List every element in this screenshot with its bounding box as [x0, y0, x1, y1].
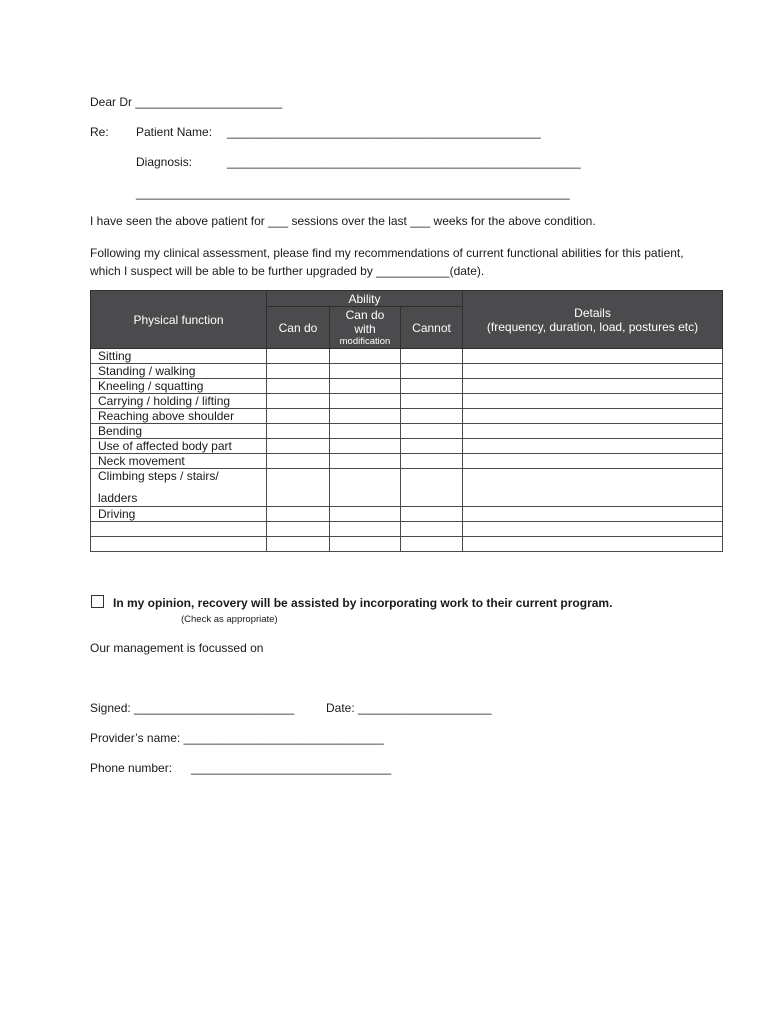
- header-can-do-with: [330, 307, 401, 349]
- cell-can-do-with-modification[interactable]: [330, 507, 401, 522]
- cell-can-do-with-modification[interactable]: [330, 469, 401, 507]
- cell-can-do[interactable]: [267, 469, 330, 507]
- header-ability: Ability: [267, 291, 463, 307]
- cell-details[interactable]: [463, 522, 723, 537]
- row-label-bending: Bending: [91, 424, 267, 439]
- row-label-neck-movement: Neck movement: [91, 454, 267, 469]
- cell-can-do[interactable]: [267, 537, 330, 552]
- functional-abilities-table: [90, 290, 723, 552]
- patient-name-field[interactable]: _______________________________________________: [227, 125, 541, 139]
- table-row: [91, 409, 723, 424]
- header-details-title: Details: [574, 305, 611, 320]
- table-row-empty: [91, 522, 723, 537]
- cell-cannot[interactable]: [401, 469, 463, 507]
- cell-can-do[interactable]: [267, 522, 330, 537]
- cell-cannot[interactable]: [401, 454, 463, 469]
- opinion-checkbox[interactable]: [91, 595, 104, 608]
- cell-can-do[interactable]: [267, 507, 330, 522]
- header-physical-function: Physical function: [91, 291, 267, 349]
- cell-can-do[interactable]: [267, 454, 330, 469]
- cell-details[interactable]: [463, 379, 723, 394]
- cell-can-do-with-modification[interactable]: [330, 439, 401, 454]
- row-label-standing-walking: Standing / walking: [91, 364, 267, 379]
- cell-details[interactable]: [463, 454, 723, 469]
- diagnosis-field[interactable]: _____________________________________________________: [227, 155, 581, 169]
- table-row: [91, 439, 723, 454]
- cell-can-do[interactable]: [267, 364, 330, 379]
- cell-details[interactable]: [463, 394, 723, 409]
- row-label-sitting: Sitting: [91, 349, 267, 364]
- assessment-paragraph: Following my clinical assessment, please find my recommendations of current functional abilities for this patient, which I suspect will be able to be further upgraded by ___________(date).: [90, 246, 684, 278]
- header-can-do: Can do: [267, 307, 330, 349]
- signed-field[interactable]: Signed: ________________________: [90, 701, 295, 715]
- table-row: [91, 379, 723, 394]
- cell-cannot[interactable]: [401, 537, 463, 552]
- re-label: Re:: [90, 125, 109, 139]
- cell-can-do-with-modification[interactable]: [330, 522, 401, 537]
- cell-can-do[interactable]: [267, 349, 330, 364]
- table-row: [91, 364, 723, 379]
- provider-name-field[interactable]: Provider’s name: ______________________________: [90, 731, 384, 745]
- cell-cannot[interactable]: [401, 364, 463, 379]
- cell-function-blank[interactable]: [91, 537, 267, 552]
- diagnosis-label: Diagnosis:: [136, 155, 193, 169]
- header-cannot: Cannot: [401, 307, 463, 349]
- cell-can-do-with-modification[interactable]: [330, 454, 401, 469]
- management-label: Our management is focussed on: [90, 641, 264, 655]
- cell-can-do-with-modification[interactable]: [330, 379, 401, 394]
- cell-can-do[interactable]: [267, 409, 330, 424]
- cell-function-blank[interactable]: [91, 522, 267, 537]
- cell-details[interactable]: [463, 537, 723, 552]
- row-label-driving: Driving: [91, 507, 267, 522]
- cell-can-do[interactable]: [267, 394, 330, 409]
- opinion-statement: In my opinion, recovery will be assisted by incorporating work to their current program.: [113, 596, 613, 610]
- header-details-subtitle: (frequency, duration, load, postures etc): [486, 319, 699, 334]
- row-label-climbing-line2: ladders: [98, 491, 138, 505]
- row-label-kneeling-squatting: Kneeling / squatting: [91, 379, 267, 394]
- sessions-statement: I have seen the above patient for ___ sessions over the last ___ weeks for the above condition.: [90, 214, 596, 228]
- phone-number-label: Phone number:: [90, 761, 173, 775]
- cell-details[interactable]: [463, 507, 723, 522]
- table-row-empty: [91, 537, 723, 552]
- cell-can-do-with-modification[interactable]: [330, 349, 401, 364]
- table-row: [91, 469, 723, 507]
- table-row: [91, 349, 723, 364]
- row-label-carrying: Carrying / holding / lifting: [91, 394, 267, 409]
- salutation-line: Dear Dr ______________________: [90, 95, 283, 109]
- cell-cannot[interactable]: [401, 349, 463, 364]
- phone-number-field[interactable]: ______________________________: [191, 761, 392, 775]
- cell-can-do-with-modification[interactable]: [330, 394, 401, 409]
- cell-can-do[interactable]: [267, 424, 330, 439]
- cell-cannot[interactable]: [401, 424, 463, 439]
- cell-details[interactable]: [463, 364, 723, 379]
- cell-can-do-with-modification[interactable]: [330, 364, 401, 379]
- cell-details[interactable]: [463, 409, 723, 424]
- cell-can-do[interactable]: [267, 439, 330, 454]
- row-label-climbing-line1: Climbing steps / stairs/: [98, 469, 219, 483]
- cell-cannot[interactable]: [401, 522, 463, 537]
- header-details: [463, 291, 723, 349]
- cell-details[interactable]: [463, 424, 723, 439]
- cell-details[interactable]: [463, 469, 723, 507]
- cell-can-do-with-modification[interactable]: [330, 409, 401, 424]
- cell-can-do-with-modification[interactable]: [330, 424, 401, 439]
- cell-details[interactable]: [463, 349, 723, 364]
- header-can-do-with-label: Can do with: [345, 307, 385, 336]
- cell-cannot[interactable]: [401, 439, 463, 454]
- date-field[interactable]: Date: ____________________: [326, 701, 492, 715]
- cell-cannot[interactable]: [401, 394, 463, 409]
- row-label-reaching: Reaching above shoulder: [91, 409, 267, 424]
- cell-cannot[interactable]: [401, 409, 463, 424]
- cell-can-do-with-modification[interactable]: [330, 537, 401, 552]
- cell-can-do[interactable]: [267, 379, 330, 394]
- cell-cannot[interactable]: [401, 379, 463, 394]
- header-modification-label: modification: [339, 335, 391, 347]
- diagnosis-extra-field[interactable]: _________________________________________________________________: [136, 186, 570, 200]
- row-label-affected-body-part: Use of affected body part: [91, 439, 267, 454]
- cell-details[interactable]: [463, 439, 723, 454]
- table-row: [91, 454, 723, 469]
- patient-name-label: Patient Name:: [136, 125, 213, 139]
- opinion-note: (Check as appropriate): [181, 614, 278, 625]
- table-row: [91, 394, 723, 409]
- cell-cannot[interactable]: [401, 507, 463, 522]
- table-row: [91, 424, 723, 439]
- table-row: [91, 507, 723, 522]
- row-label-climbing: [91, 469, 267, 507]
